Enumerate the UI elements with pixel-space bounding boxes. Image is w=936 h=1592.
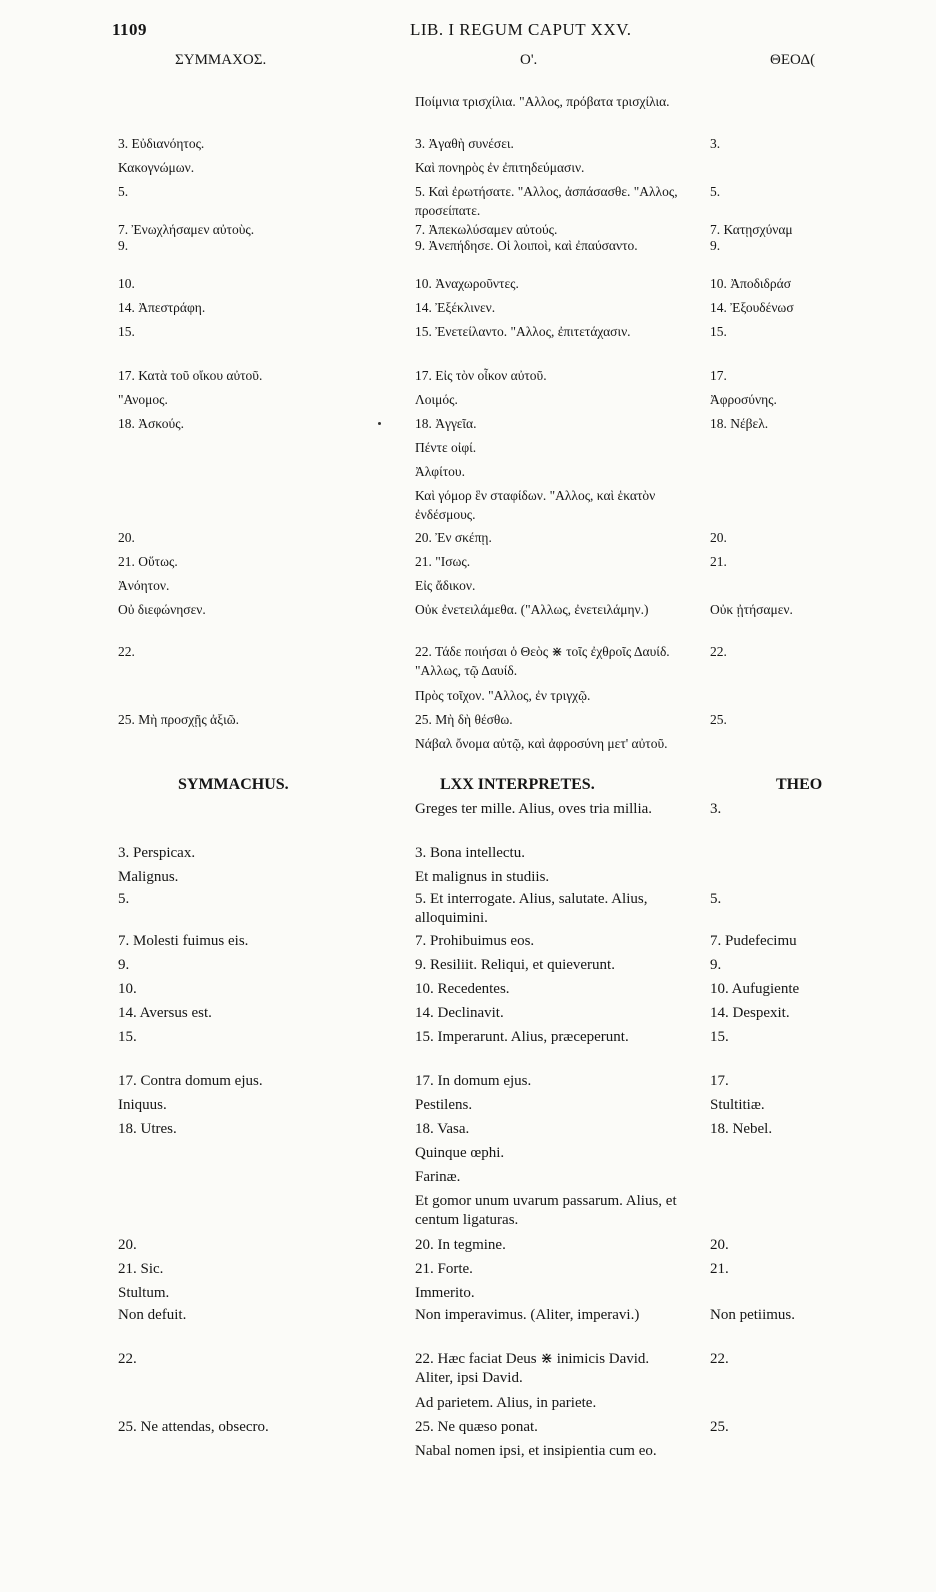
latin-row-3-symmachus: 5. (118, 891, 130, 907)
latin-row-6-symmachus: 10. (118, 981, 137, 997)
greek-row-11-theodotion: 18. Νέβελ. (710, 416, 769, 431)
latin-row-12-lxx: Quinque œphi. (415, 1145, 505, 1161)
greek-row-15-lxx: 20. Ἐν σκέπῃ. (415, 530, 492, 545)
latin-row-7-lxx: 14. Declinavit. (415, 1005, 504, 1021)
greek-row-1-lxx: 3. Ἀγαθὴ συνέσει. (415, 136, 514, 151)
latin-row-14-lxx: Et gomor unum uvarum passarum. Alius, et centum ligaturas. (415, 1193, 677, 1228)
latin-row-19-symmachus: 22. (118, 1351, 137, 1367)
latin-row-15-theodotion: 20. (710, 1237, 729, 1253)
latin-row-8-symmachus: 15. (118, 1029, 137, 1045)
greek-row-7-theodotion: 14. Ἐξουδένωσ (710, 300, 794, 315)
latin-row-18-theodotion: Non petiimus. (710, 1307, 795, 1323)
book-title: LIB. I REGUM CAPUT XXV. (410, 20, 632, 39)
latin-row-11-lxx: 18. Vasa. (415, 1121, 470, 1137)
latin-row-17-lxx: Immerito. (415, 1285, 475, 1301)
latin-row-15-symmachus: 20. (118, 1237, 137, 1253)
greek-row-1-theodotion: 3. (710, 136, 721, 151)
latin-row-18-symmachus: Non defuit. (118, 1307, 187, 1323)
latin-row-18-lxx: Non imperavimus. (Aliter, imperavi.) (415, 1307, 640, 1323)
greek-row-6-symmachus: 10. (118, 276, 135, 291)
greek-row-18-symmachus: Οὐ διεφώνησεν. (118, 602, 206, 617)
latin-row-8-theodotion: 15. (710, 1029, 729, 1045)
greek-row-18-theodotion: Οὐκ ᾐτήσαμεν. (710, 602, 793, 617)
latin-row-22-lxx: Nabal nomen ipsi, et insipientia cum eo. (415, 1443, 657, 1459)
latin-row-16-symmachus: 21. Sic. (118, 1261, 164, 1277)
latin-row-21-lxx: 25. Ne quæso ponat. (415, 1419, 538, 1435)
greek-row-20-lxx: Πρὸς τοῖχον. "Αλλος, ἐν τριγχῷ. (415, 688, 591, 703)
latin-row-2-lxx: Et malignus in studiis. (415, 869, 550, 885)
greek-row-13-lxx: Ἀλφίτου. (415, 464, 465, 479)
greek-row-10-symmachus: "Ανομος. (118, 392, 168, 407)
greek-row-7-lxx: 14. Ἐξέκλινεν. (415, 300, 496, 315)
greek-row-19-lxx: 22. Τάδε ποιήσαι ὁ Θεὸς ⋇ τοῖς ἐχθροῖς Δαυίδ. "Αλλως, τῷ Δαυίδ. (415, 644, 670, 678)
greek-row-21-lxx: 25. Μὴ δὴ θέσθω. (415, 712, 513, 727)
greek-row-0-lxx: Ποίμνια τρισχίλια. "Αλλος, πρόβατα τρισχίλια. (415, 94, 670, 109)
greek-row-18-lxx: Οὐκ ἐνετειλάμεθα. ("Αλλως, ἐνετειλάμην.) (415, 602, 649, 617)
greek-row-10-theodotion: Ἀφροσύνης. (710, 392, 777, 407)
greek-row-10-lxx: Λοιμός. (415, 392, 458, 407)
latin-row-20-lxx: Ad parietem. Alius, in pariete. (415, 1395, 597, 1411)
latin-row-13-lxx: Farinæ. (415, 1169, 461, 1185)
latin-row-15-lxx: 20. In tegmine. (415, 1237, 506, 1253)
greek-header-theodotion: ΘΕΟΔ( (770, 52, 816, 68)
page-number: 1109 (112, 20, 148, 39)
greek-header-symmachus: ΣΥΜΜΑΧΟΣ. (175, 52, 267, 68)
greek-row-22-lxx: Νάβαλ ὄνομα αὐτῷ, καὶ ἀφροσύνη μετ' αὐτοῦ. (415, 736, 668, 751)
latin-row-2-symmachus: Malignus. (118, 869, 179, 885)
greek-row-11-lxx: 18. Ἀγγεῖα. (415, 416, 477, 431)
greek-row-16-theodotion: 21. (710, 554, 727, 569)
greek-row-19-symmachus: 22. (118, 644, 135, 659)
latin-row-3-theodotion: 5. (710, 891, 722, 907)
latin-row-6-theodotion: 10. Aufugiente (710, 981, 800, 997)
greek-row-2-symmachus: Κακογνώμων. (118, 160, 195, 175)
greek-row-1-symmachus: 3. Εὐδιανόητος. (118, 136, 205, 151)
latin-row-10-theodotion: Stultitiæ. (710, 1097, 765, 1113)
latin-row-1-lxx: 3. Bona intellectu. (415, 845, 525, 861)
greek-row-15-theodotion: 20. (710, 530, 727, 545)
greek-row-5-theodotion: 9. (710, 238, 721, 253)
latin-row-16-theodotion: 21. (710, 1261, 729, 1277)
greek-row-4-lxx: 7. Ἀπεκωλύσαμεν αὐτούς. (415, 222, 558, 237)
greek-row-3-lxx: 5. Καὶ ἐρωτήσατε. "Αλλος, ἀσπάσασθε. "Αλλος, προσείπατε. (415, 184, 678, 218)
greek-row-8-theodotion: 15. (710, 324, 727, 339)
latin-row-19-theodotion: 22. (710, 1351, 729, 1367)
greek-row-2-lxx: Καὶ πονηρὸς ἐν ἐπιτηδεύμασιν. (415, 160, 585, 175)
greek-row-17-symmachus: Ἀνόητον. (118, 578, 170, 593)
latin-row-5-theodotion: 9. (710, 957, 722, 973)
latin-row-9-lxx: 17. In domum ejus. (415, 1073, 532, 1089)
greek-row-6-theodotion: 10. Ἀποδιδράσ (710, 276, 792, 291)
latin-header-symmachus: SYMMACHUS. (178, 776, 289, 793)
latin-row-19-lxx: 22. Hæc faciat Deus ⋇ inimicis David. Aliter, ipsi David. (415, 1351, 650, 1386)
latin-row-8-lxx: 15. Imperarunt. Alius, præceperunt. (415, 1029, 629, 1045)
greek-row-3-symmachus: 5. (118, 184, 129, 199)
latin-row-7-theodotion: 14. Despexit. (710, 1005, 790, 1021)
latin-row-9-symmachus: 17. Contra domum ejus. (118, 1073, 263, 1089)
latin-row-4-symmachus: 7. Molesti fuimus eis. (118, 933, 249, 949)
greek-row-8-symmachus: 15. (118, 324, 135, 339)
latin-row-21-theodotion: 25. (710, 1419, 729, 1435)
latin-row-5-symmachus: 9. (118, 957, 130, 973)
greek-row-4-symmachus: 7. Ἐνωχλήσαμεν αὐτοὺς. (118, 222, 255, 237)
latin-row-4-theodotion: 7. Pudefecimu (710, 933, 797, 949)
latin-row-0-lxx: Greges ter mille. Alius, oves tria millia. (415, 801, 653, 817)
ink-speck (378, 422, 381, 425)
latin-row-4-lxx: 7. Prohibuimus eos. (415, 933, 535, 949)
greek-row-21-symmachus: 25. Μὴ προσχῇς ἀξιῶ. (118, 712, 240, 727)
running-head (0, 20, 830, 44)
greek-row-5-symmachus: 9. (118, 238, 129, 253)
greek-row-5-lxx: 9. Ἀνεπήδησε. Οἱ λοιποὶ, καὶ ἐπαύσαντο. (415, 238, 638, 253)
greek-row-7-symmachus: 14. Ἀπεστράφη. (118, 300, 206, 315)
latin-row-10-lxx: Pestilens. (415, 1097, 473, 1113)
greek-row-16-symmachus: 21. Οὕτως. (118, 554, 178, 569)
greek-row-9-lxx: 17. Εἰς τὸν οἶκον αὐτοῦ. (415, 368, 547, 383)
greek-row-21-theodotion: 25. (710, 712, 727, 727)
latin-row-10-symmachus: Iniquus. (118, 1097, 167, 1113)
greek-row-3-theodotion: 5. (710, 184, 721, 199)
greek-row-17-lxx: Εἰς ἄδικον. (415, 578, 476, 593)
latin-row-17-symmachus: Stultum. (118, 1285, 170, 1301)
latin-row-11-theodotion: 18. Nebel. (710, 1121, 773, 1137)
latin-row-9-theodotion: 17. (710, 1073, 729, 1089)
latin-row-11-symmachus: 18. Utres. (118, 1121, 177, 1137)
greek-row-14-lxx: Καὶ γόμορ ἓν σταφίδων. "Αλλος, καὶ ἑκατὸν ἐνδέσμους. (415, 488, 656, 522)
latin-row-1-symmachus: 3. Perspicax. (118, 845, 196, 861)
greek-row-4-theodotion: 7. Κατῃσχύναμ (710, 222, 793, 237)
greek-header-lxx: Ο'. (520, 52, 538, 68)
latin-row-21-symmachus: 25. Ne attendas, obsecro. (118, 1419, 269, 1435)
latin-row-3-lxx: 5. Et interrogate. Alius, salutate. Alius, alloquimini. (415, 891, 648, 926)
latin-row-0-theodotion: 3. (710, 801, 722, 817)
greek-row-19-theodotion: 22. (710, 644, 727, 659)
greek-row-9-theodotion: 17. (710, 368, 727, 383)
greek-row-12-lxx: Πέντε οἰφί. (415, 440, 477, 455)
greek-row-8-lxx: 15. Ἐνετείλαντο. "Αλλος, ἐπιτετάχασιν. (415, 324, 631, 339)
greek-row-6-lxx: 10. Ἀναχωροῦντες. (415, 276, 519, 291)
latin-row-7-symmachus: 14. Aversus est. (118, 1005, 212, 1021)
latin-header-lxx: LXX INTERPRETES. (440, 776, 595, 793)
latin-row-5-lxx: 9. Resiliit. Reliqui, et quieverunt. (415, 957, 615, 973)
greek-row-16-lxx: 21. "Ισως. (415, 554, 471, 569)
latin-row-6-lxx: 10. Recedentes. (415, 981, 510, 997)
latin-row-16-lxx: 21. Forte. (415, 1261, 473, 1277)
latin-header-theodotion: THEO (776, 776, 823, 793)
greek-row-11-symmachus: 18. Ἀσκούς. (118, 416, 184, 431)
greek-row-15-symmachus: 20. (118, 530, 135, 545)
greek-row-9-symmachus: 17. Κατὰ τοῦ οἴκου αὐτοῦ. (118, 368, 263, 383)
